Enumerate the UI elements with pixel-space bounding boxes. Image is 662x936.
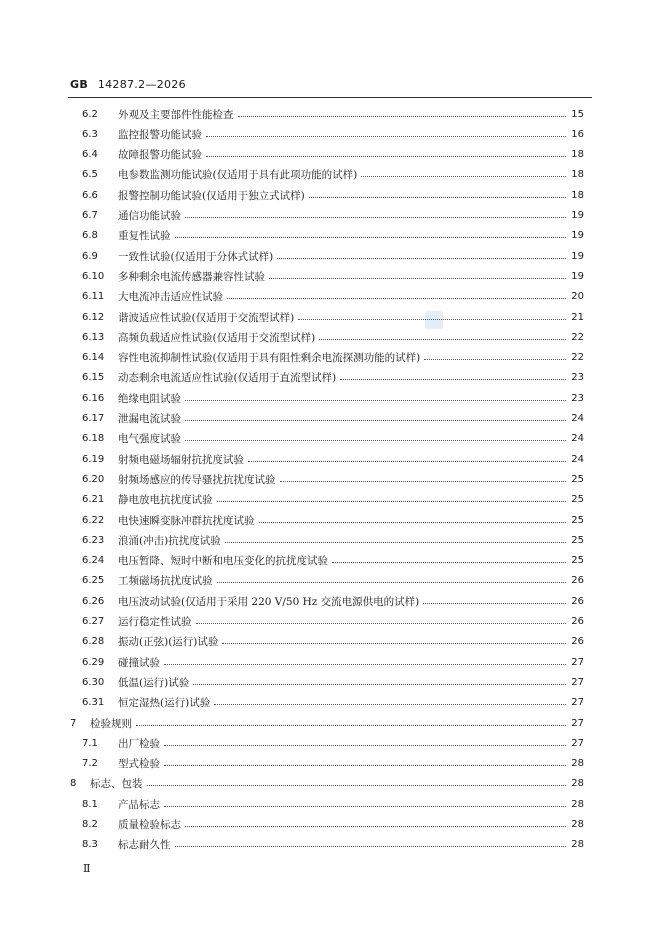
toc-entry[interactable] bbox=[82, 449, 584, 469]
toc-entry-page: 16 bbox=[571, 128, 584, 140]
toc-entry-number: 6.19 bbox=[82, 453, 105, 465]
toc-leader-dots bbox=[227, 298, 566, 299]
toc-entry-page: 18 bbox=[571, 189, 584, 201]
toc-entry[interactable] bbox=[82, 409, 584, 429]
toc-entry-page: 28 bbox=[571, 778, 584, 790]
toc-entry-title: 出厂检验 bbox=[118, 737, 160, 750]
toc-leader-dots bbox=[298, 319, 566, 320]
toc-entry-number: 6.25 bbox=[82, 575, 105, 587]
toc-leader-dots bbox=[280, 481, 567, 482]
toc-entry[interactable] bbox=[82, 368, 584, 388]
toc-entry[interactable] bbox=[82, 388, 584, 408]
toc-entry-page: 28 bbox=[571, 819, 584, 830]
toc-entry[interactable] bbox=[82, 632, 584, 652]
toc-entry-number: 6.27 bbox=[82, 616, 105, 627]
toc-entry[interactable] bbox=[82, 510, 584, 530]
toc-entry-title: 重复性试验 bbox=[118, 230, 171, 243]
toc-entry[interactable] bbox=[82, 145, 584, 165]
toc-entry-page: 18 bbox=[571, 169, 584, 181]
toc-entry[interactable] bbox=[82, 104, 584, 124]
toc-entry-number: 8.3 bbox=[82, 839, 98, 851]
toc-entry-title: 恒定湿热(运行)试验 bbox=[118, 697, 211, 710]
toc-entry-number: 6.21 bbox=[82, 494, 105, 506]
toc-entry-number: 8.1 bbox=[82, 798, 98, 810]
toc-entry-page: 22 bbox=[571, 352, 584, 364]
toc-leader-dots bbox=[175, 237, 567, 238]
toc-entry-number: 6.26 bbox=[82, 595, 105, 607]
toc-leader-dots bbox=[319, 339, 566, 340]
toc-entry-number: 6.31 bbox=[82, 697, 105, 709]
toc-entry-number: 6.20 bbox=[82, 473, 105, 485]
toc-entry-page: 25 bbox=[571, 514, 584, 526]
toc-entry-number: 6.13 bbox=[82, 331, 105, 343]
toc-leader-dots bbox=[259, 522, 567, 523]
toc-entry-title: 多种剩余电流传感器兼容性试验 bbox=[118, 270, 265, 283]
toc-entry-page: 25 bbox=[571, 494, 584, 506]
toc-entry[interactable] bbox=[82, 693, 584, 713]
toc-entry-title: 标志耐久性 bbox=[118, 839, 171, 852]
standard-number: 14287.2—2026 bbox=[97, 78, 186, 91]
toc-entry-title: 型式检验 bbox=[118, 758, 160, 771]
toc-entry-number: 6.23 bbox=[82, 534, 105, 546]
toc-entry-page: 27 bbox=[571, 737, 584, 749]
toc-entry[interactable] bbox=[82, 206, 584, 226]
toc-entry-page: 19 bbox=[571, 230, 584, 242]
toc-entry-page: 23 bbox=[571, 392, 584, 404]
toc-entry-page: 25 bbox=[571, 534, 584, 546]
toc-leader-dots bbox=[217, 582, 567, 583]
toc-leader-dots bbox=[269, 278, 566, 279]
toc-entry-title: 电压暂降、短时中断和电压变化的抗扰度试验 bbox=[118, 555, 328, 568]
toc-leader-dots bbox=[206, 136, 566, 137]
toc-entry-title: 故障报警功能试验 bbox=[118, 149, 202, 162]
toc-leader-dots bbox=[217, 501, 567, 502]
toc-entry[interactable] bbox=[70, 713, 584, 733]
toc-leader-dots bbox=[175, 846, 567, 847]
toc-entry-number: 6.4 bbox=[82, 149, 98, 161]
toc-entry-page: 27 bbox=[571, 676, 584, 688]
toc-leader-dots bbox=[206, 156, 566, 157]
toc-entry[interactable] bbox=[82, 652, 584, 672]
toc-entry-title: 振动(正弦)(运行)试验 bbox=[118, 636, 219, 649]
toc-entry-title: 质量检验标志 bbox=[118, 819, 181, 831]
toc-entry-number: 6.2 bbox=[82, 108, 98, 120]
toc-leader-dots bbox=[222, 643, 566, 644]
toc-entry-number: 6.12 bbox=[82, 311, 105, 323]
toc-entry-title: 标志、包装 bbox=[90, 778, 143, 791]
toc-leader-dots bbox=[185, 217, 566, 218]
toc-entry[interactable] bbox=[82, 124, 584, 144]
toc-leader-dots bbox=[185, 440, 566, 441]
toc-entry-title: 大电流冲击适应性试验 bbox=[118, 291, 223, 304]
toc-leader-dots bbox=[147, 785, 567, 786]
toc-entry-title: 报警控制功能试验(仅适用于独立式试样) bbox=[118, 189, 305, 202]
toc-entry-title: 外观及主要部件性能检查 bbox=[118, 108, 234, 121]
toc-entry-page: 26 bbox=[571, 636, 584, 648]
toc-entry[interactable] bbox=[70, 774, 584, 794]
toc-entry[interactable] bbox=[82, 266, 584, 286]
toc-entry-number: 6.17 bbox=[82, 413, 105, 424]
toc-leader-dots bbox=[164, 745, 566, 746]
toc-entry-title: 静电放电抗扰度试验 bbox=[118, 494, 213, 507]
standard-prefix: GB bbox=[70, 78, 89, 91]
toc-entry-number: 6.14 bbox=[82, 352, 105, 364]
toc-leader-dots bbox=[340, 379, 566, 380]
toc-entry-title: 绝缘电阻试验 bbox=[118, 392, 181, 405]
toc-leader-dots bbox=[136, 725, 566, 726]
toc-entry-title: 低温(运行)试验 bbox=[118, 676, 190, 689]
toc-entry-page: 19 bbox=[571, 270, 584, 282]
toc-entry-page: 26 bbox=[571, 575, 584, 587]
toc-entry-title: 射频电磁场辐射抗扰度试验 bbox=[118, 453, 244, 466]
toc-entry-number: 8.2 bbox=[82, 819, 98, 830]
toc-leader-dots bbox=[332, 562, 566, 563]
toc-entry-page: 24 bbox=[571, 453, 584, 465]
toc-entry[interactable] bbox=[82, 429, 584, 449]
toc-entry-number: 6.15 bbox=[82, 372, 105, 384]
toc-entry-page: 27 bbox=[571, 697, 584, 709]
toc-entry-number: 6.8 bbox=[82, 230, 98, 242]
toc-entry-title: 一致性试验(仅适用于分体式试样) bbox=[118, 250, 274, 263]
toc-entry-page: 25 bbox=[571, 555, 584, 567]
toc-entry[interactable] bbox=[82, 490, 584, 510]
toc-entry[interactable] bbox=[82, 287, 584, 307]
toc-entry-title: 电压波动试验(仅适用于采用 220 V/50 Hz 交流电源供电的试样) bbox=[118, 595, 420, 608]
toc-entry[interactable] bbox=[82, 469, 584, 489]
toc-entry-number: 6.9 bbox=[82, 250, 98, 262]
toc-entry-page: 20 bbox=[571, 291, 584, 303]
toc-entry-title: 浪涌(冲击)抗扰度试验 bbox=[118, 534, 221, 547]
document-header bbox=[70, 78, 186, 91]
toc-entry[interactable] bbox=[82, 185, 584, 205]
toc-entry-number: 6.6 bbox=[82, 189, 98, 201]
toc-leader-dots bbox=[164, 806, 566, 807]
toc-entry-number: 8 bbox=[70, 778, 77, 790]
toc-entry-number: 6.7 bbox=[82, 210, 98, 221]
toc-entry[interactable] bbox=[82, 672, 584, 692]
toc-entry-number: 6.30 bbox=[82, 676, 105, 688]
toc-leader-dots bbox=[193, 684, 566, 685]
toc-entry-title: 泄漏电流试验 bbox=[118, 413, 181, 425]
toc-entry[interactable] bbox=[82, 226, 584, 246]
toc-entry-title: 射频场感应的传导骚扰抗扰度试验 bbox=[118, 473, 276, 486]
toc-leader-dots bbox=[196, 623, 567, 624]
toc-entry-page: 27 bbox=[571, 717, 584, 729]
toc-entry-title: 通信功能试验 bbox=[118, 210, 181, 222]
toc-entry-page: 19 bbox=[571, 250, 584, 262]
toc-entry[interactable] bbox=[82, 348, 584, 368]
toc-entry-number: 6.28 bbox=[82, 636, 105, 648]
toc-entry-number: 7 bbox=[70, 717, 77, 729]
toc-entry[interactable] bbox=[82, 165, 584, 185]
toc-entry-page: 27 bbox=[571, 656, 584, 668]
toc-entry-title: 电快速瞬变脉冲群抗扰度试验 bbox=[118, 514, 255, 527]
toc-entry-page: 18 bbox=[571, 149, 584, 161]
toc-entry-page: 26 bbox=[571, 616, 584, 627]
toc-entry[interactable] bbox=[82, 591, 584, 611]
toc-entry[interactable] bbox=[82, 612, 584, 632]
toc-entry[interactable] bbox=[82, 815, 584, 835]
toc-entry-title: 产品标志 bbox=[118, 798, 160, 811]
toc-entry-number: 6.5 bbox=[82, 169, 98, 181]
toc-entry-title: 电参数监测功能试验(仅适用于具有此项功能的试样) bbox=[118, 169, 358, 182]
toc-entry-title: 运行稳定性试验 bbox=[118, 616, 192, 628]
toc-entry-title: 高频负载适应性试验(仅适用于交流型试样) bbox=[118, 331, 316, 344]
toc-entry-number: 6.11 bbox=[82, 291, 105, 303]
toc-entry-title: 电气强度试验 bbox=[118, 433, 181, 446]
toc-entry-page: 28 bbox=[571, 798, 584, 810]
toc-entry-page: 21 bbox=[571, 311, 584, 323]
toc-entry[interactable] bbox=[82, 327, 584, 347]
toc-leader-dots bbox=[277, 258, 566, 259]
toc-entry-page: 28 bbox=[571, 839, 584, 851]
toc-leader-dots bbox=[361, 176, 566, 177]
toc-entry-number: 6.16 bbox=[82, 392, 105, 404]
toc-entry[interactable] bbox=[82, 733, 584, 753]
toc-leader-dots bbox=[185, 400, 566, 401]
toc-entry-page: 15 bbox=[571, 108, 584, 120]
toc-leader-dots bbox=[238, 116, 567, 117]
toc-entry-number: 7.1 bbox=[82, 737, 98, 749]
toc-leader-dots bbox=[423, 603, 566, 604]
toc-leader-dots bbox=[214, 704, 566, 705]
toc-entry[interactable] bbox=[82, 835, 584, 855]
toc-entry-page: 19 bbox=[571, 210, 584, 221]
toc-entry-number: 6.18 bbox=[82, 433, 105, 445]
toc-entry[interactable] bbox=[82, 530, 584, 550]
toc-entry-page: 23 bbox=[571, 372, 584, 384]
toc-entry-page: 28 bbox=[571, 758, 584, 770]
toc-entry[interactable] bbox=[82, 307, 584, 327]
toc-entry-title: 碰撞试验 bbox=[118, 656, 160, 669]
toc-entry[interactable] bbox=[82, 246, 584, 266]
toc-entry-title: 容性电流抑制性试验(仅适用于具有阻性剩余电流探测功能的试样) bbox=[118, 352, 421, 365]
toc-leader-dots bbox=[185, 826, 566, 827]
toc-entry-number: 6.29 bbox=[82, 656, 105, 668]
toc-leader-dots bbox=[185, 420, 566, 421]
toc-entry-title: 工频磁场抗扰度试验 bbox=[118, 575, 213, 588]
toc-entry-page: 24 bbox=[571, 413, 584, 424]
toc-entry[interactable] bbox=[82, 754, 584, 774]
toc-entry-page: 22 bbox=[571, 331, 584, 343]
toc-leader-dots bbox=[164, 664, 566, 665]
page-number: Ⅱ bbox=[83, 862, 91, 875]
toc-entry-number: 6.10 bbox=[82, 270, 105, 282]
toc-leader-dots bbox=[225, 542, 566, 543]
toc-entry-title: 动态剩余电流适应性试验(仅适用于直流型试样) bbox=[118, 372, 337, 385]
toc-entry-number: 6.24 bbox=[82, 555, 105, 567]
toc-leader-dots bbox=[309, 197, 566, 198]
toc-entry-title: 监控报警功能试验 bbox=[118, 128, 202, 141]
toc-entry[interactable] bbox=[82, 551, 584, 571]
toc-entry-number: 6.22 bbox=[82, 514, 105, 526]
toc-entry[interactable] bbox=[82, 794, 584, 814]
toc-leader-dots bbox=[164, 765, 566, 766]
toc-entry-title: 检验规则 bbox=[90, 717, 132, 730]
toc-entry-number: 7.2 bbox=[82, 758, 98, 770]
toc-leader-dots bbox=[248, 461, 566, 462]
toc-entry-page: 25 bbox=[571, 473, 584, 485]
toc-entry-title: 谐波适应性试验(仅适用于交流型试样) bbox=[118, 311, 295, 324]
toc-leader-dots bbox=[424, 359, 566, 360]
toc-entry-page: 26 bbox=[571, 595, 584, 607]
toc-entry-page: 24 bbox=[571, 433, 584, 445]
toc-entry[interactable] bbox=[82, 571, 584, 591]
header-divider bbox=[68, 97, 592, 98]
toc-entry-number: 6.3 bbox=[82, 128, 98, 140]
